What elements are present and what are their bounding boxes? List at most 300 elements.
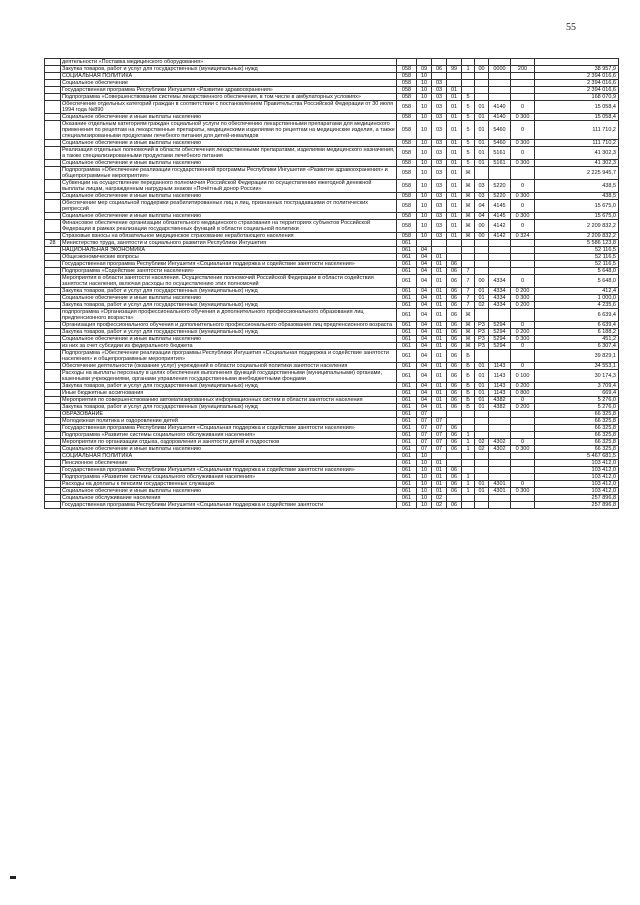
- subprogram-code-cell: 7: [462, 295, 475, 302]
- expense-type-cell: 0 200: [511, 383, 535, 390]
- direction-code-cell: [489, 453, 511, 460]
- subprogram-code-cell: Ж: [462, 233, 475, 240]
- row-number-cell: [45, 247, 61, 254]
- section-code-cell: 04: [417, 370, 432, 383]
- amount-cell: 6 639,4: [535, 309, 619, 322]
- table-row: [45, 481, 619, 488]
- event-code-cell: 03: [475, 193, 489, 200]
- expense-type-cell: 0: [511, 343, 535, 350]
- amount-cell: 2 394 016,6: [535, 87, 619, 94]
- ministry-code-cell: 058: [397, 160, 417, 167]
- subsection-code-cell: [432, 73, 447, 80]
- event-code-cell: [475, 309, 489, 322]
- program-code-cell: 06: [447, 502, 462, 509]
- subsection-code-cell: 07: [432, 418, 447, 425]
- item-name-cell: подпрограмма «Организация профессионального обучения и дополнительного профессионального образования лиц предпенсионного возраста»: [61, 309, 397, 322]
- event-code-cell: 01: [475, 383, 489, 390]
- item-name-cell: Молодежная политика и оздоровление детей: [61, 418, 397, 425]
- row-number-cell: [45, 73, 61, 80]
- amount-cell: 5 586 123,8: [535, 240, 619, 247]
- ministry-code-cell: 061: [397, 322, 417, 329]
- ministry-code-cell: 058: [397, 66, 417, 73]
- expense-type-cell: 0 324: [511, 233, 535, 240]
- item-name-cell: Государственная программа Республики Ингушетия «Социальная поддержка и содействие занятости населения»: [61, 467, 397, 474]
- event-code-cell: 01: [475, 101, 489, 114]
- program-code-cell: 06: [447, 268, 462, 275]
- amount-cell: 103 412,0: [535, 467, 619, 474]
- table-row: [45, 383, 619, 390]
- direction-code-cell: [489, 59, 511, 66]
- section-code-cell: 10: [417, 167, 432, 180]
- section-code-cell: 07: [417, 411, 432, 418]
- subprogram-code-cell: Б: [462, 397, 475, 404]
- event-code-cell: [475, 247, 489, 254]
- table-row: [45, 467, 619, 474]
- ministry-code-cell: 061: [397, 309, 417, 322]
- section-code-cell: 10: [417, 481, 432, 488]
- subsection-code-cell: 01: [432, 302, 447, 309]
- section-code-cell: 04: [417, 268, 432, 275]
- amount-cell: 5 276,0: [535, 404, 619, 411]
- subsection-code-cell: 01: [432, 370, 447, 383]
- program-code-cell: 06: [447, 275, 462, 288]
- subprogram-code-cell: 5: [462, 101, 475, 114]
- direction-code-cell: 4302: [489, 446, 511, 453]
- amount-cell: 103 412,0: [535, 481, 619, 488]
- event-code-cell: [475, 80, 489, 87]
- table-row: [45, 302, 619, 309]
- direction-code-cell: [489, 467, 511, 474]
- amount-cell: 3 709,4: [535, 383, 619, 390]
- item-name-cell: Закупка товаров, работ и услуг для государственных (муниципальных) нужд: [61, 383, 397, 390]
- ministry-code-cell: 061: [397, 481, 417, 488]
- table-row: [45, 80, 619, 87]
- event-code-cell: 01: [475, 390, 489, 397]
- table-row: [45, 193, 619, 200]
- subprogram-code-cell: [462, 247, 475, 254]
- direction-code-cell: 1143: [489, 383, 511, 390]
- section-code-cell: 10: [417, 200, 432, 213]
- row-number-cell: [45, 329, 61, 336]
- item-name-cell: НАЦИОНАЛЬНАЯ ЭКОНОМИКА: [61, 247, 397, 254]
- amount-cell: 6 307,4: [535, 343, 619, 350]
- section-code-cell: 10: [417, 453, 432, 460]
- subprogram-code-cell: Ж: [462, 200, 475, 213]
- section-code-cell: 10: [417, 193, 432, 200]
- amount-cell: 41 302,3: [535, 160, 619, 167]
- row-number-cell: [45, 446, 61, 453]
- direction-code-cell: [489, 309, 511, 322]
- expense-type-cell: 0: [511, 147, 535, 160]
- ministry-code-cell: 058: [397, 94, 417, 101]
- expense-type-cell: [511, 418, 535, 425]
- program-code-cell: [447, 59, 462, 66]
- ministry-code-cell: 061: [397, 432, 417, 439]
- program-code-cell: 06: [447, 309, 462, 322]
- item-name-cell: Финансовое обеспечение организации обязательного медицинского страхования на территориях субъектов Российской Федерации в рамках реализации государственных функций в области социальной политики: [61, 220, 397, 233]
- item-name-cell: Подпрограмма «Содействие занятости населения»: [61, 268, 397, 275]
- subsection-code-cell: 03: [432, 160, 447, 167]
- program-code-cell: 06: [447, 404, 462, 411]
- expense-type-cell: 0: [511, 101, 535, 114]
- table-row: [45, 213, 619, 220]
- subprogram-code-cell: 1: [462, 488, 475, 495]
- subprogram-code-cell: 1: [462, 66, 475, 73]
- section-code-cell: 10: [417, 233, 432, 240]
- amount-cell: 103 412,0: [535, 460, 619, 467]
- program-code-cell: 06: [447, 383, 462, 390]
- expense-type-cell: [511, 59, 535, 66]
- item-name-cell: ОБРАЗОВАНИЕ: [61, 411, 397, 418]
- event-code-cell: 02: [475, 302, 489, 309]
- direction-code-cell: [489, 350, 511, 363]
- subsection-code-cell: 03: [432, 121, 447, 140]
- amount-cell: 5 648,0: [535, 275, 619, 288]
- section-code-cell: [417, 59, 432, 66]
- ministry-code-cell: 058: [397, 140, 417, 147]
- expense-type-cell: 0 300: [511, 295, 535, 302]
- event-code-cell: 01: [475, 288, 489, 295]
- subprogram-code-cell: Б: [462, 404, 475, 411]
- item-name-cell: Государственная программа Республики Ингушетия «Социальная поддержка и содействие занятости населения»: [61, 261, 397, 268]
- row-number-cell: [45, 193, 61, 200]
- expense-type-cell: 0: [511, 121, 535, 140]
- subprogram-code-cell: Б: [462, 390, 475, 397]
- section-code-cell: 04: [417, 254, 432, 261]
- ministry-code-cell: 058: [397, 213, 417, 220]
- row-number-cell: [45, 233, 61, 240]
- row-number-cell: [45, 309, 61, 322]
- subsection-code-cell: 03: [432, 200, 447, 213]
- subprogram-code-cell: 5: [462, 121, 475, 140]
- table-row: [45, 59, 619, 66]
- amount-cell: 1 000,0: [535, 295, 619, 302]
- section-code-cell: 07: [417, 432, 432, 439]
- item-name-cell: Социальное обеспечение и иные выплаты населению: [61, 295, 397, 302]
- subsection-code-cell: 03: [432, 180, 447, 193]
- program-code-cell: 01: [447, 101, 462, 114]
- item-name-cell: Социальное обеспечение и иные выплаты населению: [61, 336, 397, 343]
- row-number-cell: [45, 101, 61, 114]
- amount-cell: 5 467 681,5: [535, 453, 619, 460]
- event-code-cell: 01: [475, 488, 489, 495]
- subsection-code-cell: 07: [432, 446, 447, 453]
- item-name-cell: Иные бюджетные ассигнования: [61, 390, 397, 397]
- direction-code-cell: [489, 502, 511, 509]
- expense-type-cell: 0: [511, 363, 535, 370]
- subsection-code-cell: 01: [432, 261, 447, 268]
- row-number-cell: [45, 160, 61, 167]
- item-name-cell: Социальное обеспечение и иные выплаты населению: [61, 488, 397, 495]
- subsection-code-cell: 01: [432, 322, 447, 329]
- program-code-cell: 01: [447, 213, 462, 220]
- item-name-cell: Расходы на доплаты к пенсиям государственных служащих: [61, 481, 397, 488]
- event-code-cell: [475, 261, 489, 268]
- program-code-cell: 01: [447, 200, 462, 213]
- budget-table-body: [45, 59, 619, 509]
- ministry-code-cell: 061: [397, 288, 417, 295]
- section-code-cell: 10: [417, 160, 432, 167]
- row-number-cell: [45, 488, 61, 495]
- subsection-code-cell: 03: [432, 213, 447, 220]
- section-code-cell: 10: [417, 495, 432, 502]
- event-code-cell: 00: [475, 275, 489, 288]
- event-code-cell: [475, 268, 489, 275]
- direction-code-cell: 4334: [489, 288, 511, 295]
- expense-type-cell: 0 200: [511, 302, 535, 309]
- subprogram-code-cell: [462, 467, 475, 474]
- event-code-cell: 02: [475, 446, 489, 453]
- row-number-cell: [45, 495, 61, 502]
- amount-cell: 66 325,8: [535, 425, 619, 432]
- ministry-code-cell: 061: [397, 350, 417, 363]
- item-name-cell: Обеспечение деятельности (оказание услуг) учреждений в области социальной политики занятости населения: [61, 363, 397, 370]
- ministry-code-cell: 061: [397, 261, 417, 268]
- direction-code-cell: 5161: [489, 160, 511, 167]
- subprogram-code-cell: 5: [462, 94, 475, 101]
- amount-cell: 257 896,8: [535, 495, 619, 502]
- expense-type-cell: [511, 467, 535, 474]
- expense-type-cell: 200: [511, 66, 535, 73]
- section-code-cell: 10: [417, 474, 432, 481]
- expense-type-cell: 0 100: [511, 370, 535, 383]
- subprogram-code-cell: 1: [462, 481, 475, 488]
- ministry-code-cell: 058: [397, 147, 417, 160]
- expense-type-cell: 0 300: [511, 336, 535, 343]
- ministry-code-cell: 061: [397, 411, 417, 418]
- amount-cell: 111 710,2: [535, 121, 619, 140]
- subsection-code-cell: 03: [432, 87, 447, 94]
- subsection-code-cell: 01: [432, 309, 447, 322]
- item-name-cell: Закупка товаров, работ и услуг для государственных (муниципальных) нужд: [61, 404, 397, 411]
- event-code-cell: 01: [475, 295, 489, 302]
- program-code-cell: [447, 418, 462, 425]
- direction-code-cell: 4382: [489, 404, 511, 411]
- section-code-cell: 07: [417, 439, 432, 446]
- direction-code-cell: [489, 495, 511, 502]
- row-number-cell: [45, 343, 61, 350]
- expense-type-cell: 0 300: [511, 488, 535, 495]
- expense-type-cell: 0 300: [511, 193, 535, 200]
- program-code-cell: [447, 73, 462, 80]
- subsection-code-cell: 01: [432, 474, 447, 481]
- event-code-cell: [475, 73, 489, 80]
- subprogram-code-cell: [462, 240, 475, 247]
- subprogram-code-cell: [462, 59, 475, 66]
- event-code-cell: 04: [475, 200, 489, 213]
- direction-code-cell: 5220: [489, 180, 511, 193]
- section-code-cell: 10: [417, 220, 432, 233]
- program-code-cell: 06: [447, 343, 462, 350]
- event-code-cell: [475, 460, 489, 467]
- row-number-cell: [45, 94, 61, 101]
- section-code-cell: 10: [417, 80, 432, 87]
- ministry-code-cell: 061: [397, 439, 417, 446]
- expense-type-cell: 0: [511, 200, 535, 213]
- ministry-code-cell: [397, 59, 417, 66]
- table-row: [45, 495, 619, 502]
- subprogram-code-cell: [462, 502, 475, 509]
- scan-artifact-mark: [10, 876, 16, 879]
- section-code-cell: 04: [417, 343, 432, 350]
- direction-code-cell: [489, 73, 511, 80]
- table-row: [45, 247, 619, 254]
- item-name-cell: Государственная программа Республики Ингушетия «Социальная поддержка и содействие занятости: [61, 502, 397, 509]
- item-name-cell: Закупка товаров, работ и услуг для государственных (муниципальных) нужд: [61, 329, 397, 336]
- amount-cell: 15 675,0: [535, 200, 619, 213]
- item-name-cell: Социальное обеспечение и иные выплаты населению: [61, 446, 397, 453]
- subprogram-code-cell: Б: [462, 383, 475, 390]
- ministry-code-cell: 061: [397, 495, 417, 502]
- amount-cell: 669,4: [535, 390, 619, 397]
- item-name-cell: Пенсионное обеспечение: [61, 460, 397, 467]
- ministry-code-cell: 058: [397, 233, 417, 240]
- event-code-cell: [475, 94, 489, 101]
- event-code-cell: Р3: [475, 336, 489, 343]
- program-code-cell: 06: [447, 446, 462, 453]
- row-number-cell: [45, 180, 61, 193]
- ministry-code-cell: 061: [397, 383, 417, 390]
- expense-type-cell: [511, 502, 535, 509]
- table-row: [45, 370, 619, 383]
- item-name-cell: Реализация отдельных полномочий в области обеспечения лекарственными препаратами, изделиями медицинского назначения, а также специализированными продуктами лечебного питания: [62, 147, 395, 159]
- direction-code-cell: 1143: [489, 390, 511, 397]
- subprogram-code-cell: Ж: [462, 220, 475, 233]
- program-code-cell: 99: [447, 66, 462, 73]
- program-code-cell: [447, 460, 462, 467]
- subsection-code-cell: 01: [432, 397, 447, 404]
- row-number-cell: [45, 147, 61, 160]
- section-code-cell: [417, 240, 432, 247]
- section-code-cell: 10: [417, 180, 432, 193]
- table-row: [45, 488, 619, 495]
- item-name-cell: Обеспечение отдельных категорий граждан в соответствии с постановлением Правительства Российской Федерации от 30 июля 1994 года №890: [61, 101, 397, 114]
- subsection-code-cell: 01: [432, 336, 447, 343]
- section-code-cell: 10: [417, 94, 432, 101]
- direction-code-cell: [489, 167, 511, 180]
- item-name-cell: Обеспечение мер социальной поддержки реабилитированных лиц и лиц, признанных пострадавшими от политических репрессий: [61, 200, 397, 213]
- subprogram-code-cell: 1: [462, 446, 475, 453]
- program-code-cell: [447, 80, 462, 87]
- ministry-code-cell: 061: [397, 390, 417, 397]
- ministry-code-cell: 058: [397, 193, 417, 200]
- row-number-cell: 28: [45, 240, 61, 247]
- budget-table: [44, 58, 619, 509]
- item-name-cell: Субвенции на осуществление переданного полномочия Российской Федерации по осуществлению ежегодной денежной выплаты лицам, награжденным нагрудным знаком «Почётный донор России»: [61, 180, 397, 193]
- subprogram-code-cell: 7: [462, 268, 475, 275]
- table-row: [45, 73, 619, 80]
- direction-code-cell: 4140: [489, 101, 511, 114]
- program-code-cell: 06: [447, 390, 462, 397]
- amount-cell: 451,2: [535, 336, 619, 343]
- subsection-code-cell: [432, 411, 447, 418]
- direction-code-cell: 4145: [489, 200, 511, 213]
- item-name-cell: Социальное обеспечение: [61, 80, 397, 87]
- program-code-cell: 06: [447, 350, 462, 363]
- expense-type-cell: [511, 453, 535, 460]
- amount-cell: 6 639,4: [535, 322, 619, 329]
- expense-type-cell: [511, 495, 535, 502]
- subsection-code-cell: [432, 453, 447, 460]
- direction-code-cell: 4334: [489, 295, 511, 302]
- table-row: [45, 411, 619, 418]
- subprogram-code-cell: 1: [462, 474, 475, 481]
- amount-cell: 168 070,9: [535, 94, 619, 101]
- row-number-cell: [45, 453, 61, 460]
- section-code-cell: 10: [417, 460, 432, 467]
- subsection-code-cell: 03: [432, 140, 447, 147]
- expense-type-cell: [511, 94, 535, 101]
- subprogram-code-cell: Ж: [462, 213, 475, 220]
- subprogram-code-cell: 1: [462, 432, 475, 439]
- section-code-cell: 04: [417, 322, 432, 329]
- direction-code-cell: 4142: [489, 220, 511, 233]
- subsection-code-cell: 01: [432, 350, 447, 363]
- subsection-code-cell: 01: [432, 329, 447, 336]
- direction-code-cell: 5460: [489, 121, 511, 140]
- subsection-code-cell: 03: [432, 147, 447, 160]
- table-row: [45, 101, 619, 114]
- subsection-code-cell: 01: [432, 467, 447, 474]
- expense-type-cell: [511, 474, 535, 481]
- amount-cell: 34 553,1: [535, 363, 619, 370]
- table-row: [45, 87, 619, 94]
- row-number-cell: [45, 87, 61, 94]
- event-code-cell: [475, 87, 489, 94]
- subprogram-code-cell: Ж: [462, 322, 475, 329]
- direction-code-cell: [489, 261, 511, 268]
- ministry-code-cell: 058: [397, 114, 417, 121]
- subsection-code-cell: 03: [432, 94, 447, 101]
- event-code-cell: 03: [475, 180, 489, 193]
- direction-code-cell: 4140: [489, 114, 511, 121]
- direction-code-cell: [489, 254, 511, 261]
- subprogram-code-cell: 5: [462, 114, 475, 121]
- amount-cell: 5 648,0: [535, 268, 619, 275]
- row-number-cell: [45, 288, 61, 295]
- program-code-cell: 01: [447, 87, 462, 94]
- expense-type-cell: [511, 167, 535, 180]
- row-number-cell: [45, 370, 61, 383]
- section-code-cell: 04: [417, 295, 432, 302]
- program-code-cell: [447, 411, 462, 418]
- amount-cell: 66 325,8: [535, 418, 619, 425]
- expense-type-cell: 0 300: [511, 446, 535, 453]
- ministry-code-cell: 061: [397, 254, 417, 261]
- program-code-cell: 06: [447, 432, 462, 439]
- row-number-cell: [45, 213, 61, 220]
- item-name-cell: из них за счет субсидии из федерального бюджета: [61, 343, 397, 350]
- item-name-cell: Министерство труда, занятости и социального развития Республики Ингушетия: [61, 240, 397, 247]
- subprogram-code-cell: [462, 453, 475, 460]
- subprogram-code-cell: Б: [462, 370, 475, 383]
- expense-type-cell: [511, 87, 535, 94]
- event-code-cell: [475, 254, 489, 261]
- program-code-cell: 06: [447, 474, 462, 481]
- ministry-code-cell: 058: [397, 73, 417, 80]
- subprogram-code-cell: Ж: [462, 343, 475, 350]
- item-name-cell: Закупка товаров, работ и услуг для государственных (муниципальных) нужд: [61, 302, 397, 309]
- subprogram-code-cell: Ж: [462, 309, 475, 322]
- event-code-cell: [475, 495, 489, 502]
- program-code-cell: 06: [447, 425, 462, 432]
- subsection-code-cell: 07: [432, 439, 447, 446]
- ministry-code-cell: 061: [397, 275, 417, 288]
- table-row: [45, 114, 619, 121]
- amount-cell: 15 058,4: [535, 114, 619, 121]
- section-code-cell: 10: [417, 467, 432, 474]
- row-number-cell: [45, 481, 61, 488]
